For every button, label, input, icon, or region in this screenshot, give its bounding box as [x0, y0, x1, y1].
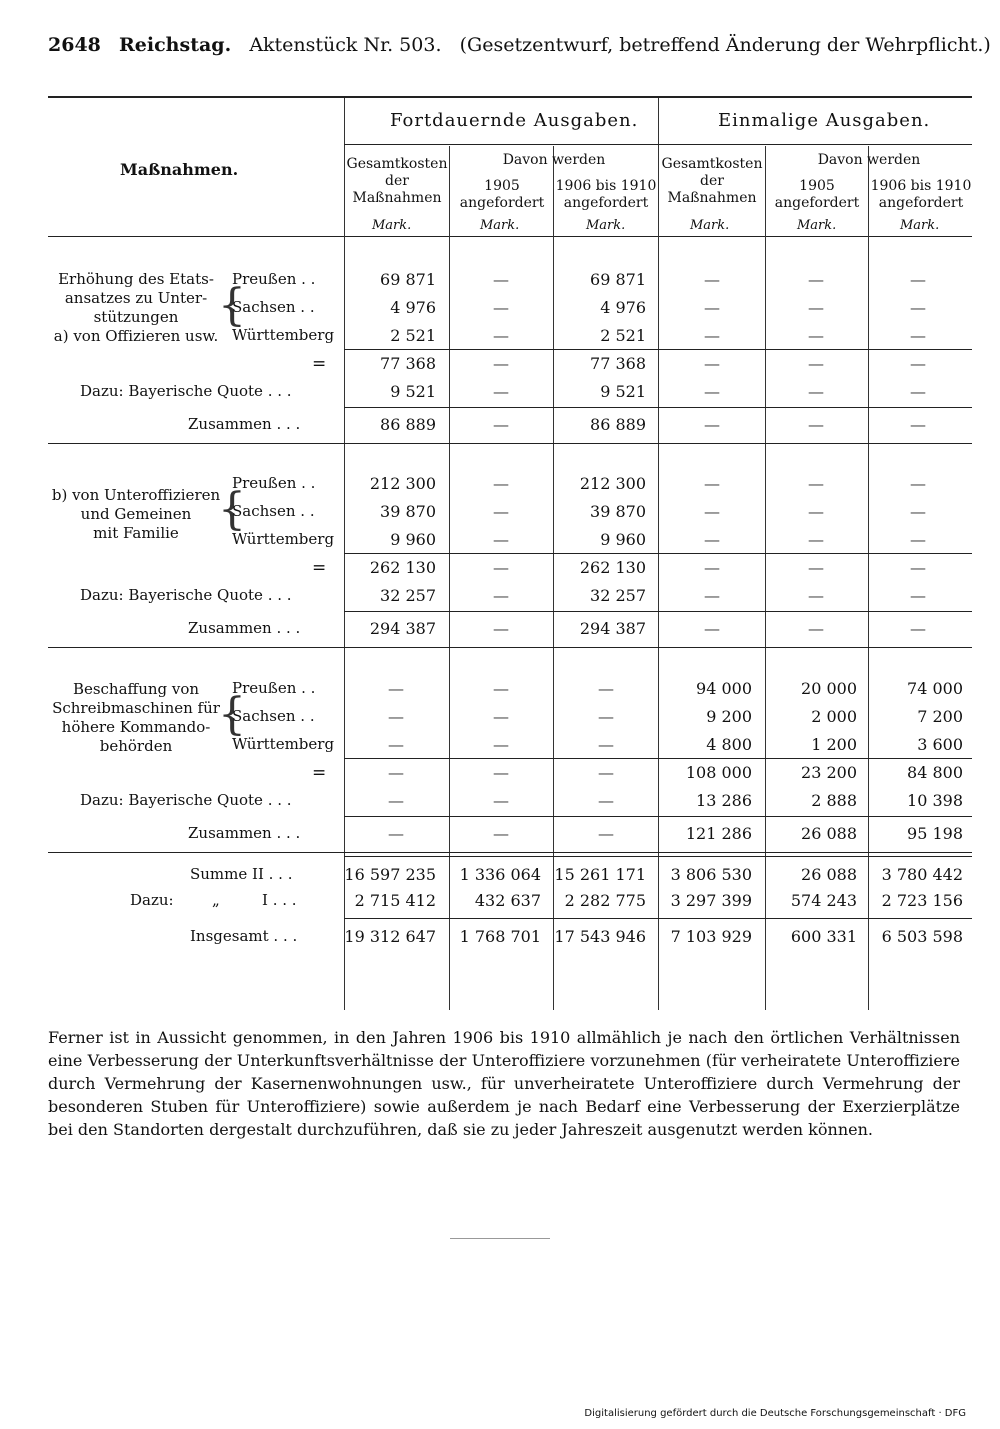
- sum-sign: =: [312, 558, 327, 578]
- dash-cell: —: [388, 679, 404, 698]
- dash-cell: —: [808, 502, 824, 521]
- value-cell: 212 300: [579, 474, 646, 493]
- dash-cell: —: [598, 735, 614, 754]
- dash-cell: —: [493, 326, 509, 345]
- value-cell: 20 000: [801, 679, 857, 698]
- value-cell: 17 543 946: [554, 927, 646, 946]
- dash-cell: —: [704, 474, 720, 493]
- dash-cell: —: [598, 824, 614, 843]
- separator-line: [450, 1238, 550, 1239]
- dash-cell: —: [910, 502, 926, 521]
- year-1905-header: 1905 angefordert: [459, 178, 545, 211]
- table-top-rule: [48, 96, 972, 98]
- value-cell: 39 870: [590, 502, 646, 521]
- dash-cell: —: [704, 270, 720, 289]
- value-cell: 95 198: [907, 824, 963, 843]
- header-bottom-rule: [48, 236, 972, 237]
- unit-label: Mark.: [900, 218, 940, 233]
- value-cell: 4 976: [390, 298, 436, 317]
- value-cell: 1 768 701: [459, 927, 541, 946]
- dash-cell: —: [493, 679, 509, 698]
- davon-header: Davon werden: [502, 152, 606, 168]
- dash-cell: —: [493, 474, 509, 493]
- value-cell: 1 336 064: [459, 865, 541, 884]
- dash-cell: —: [493, 558, 509, 577]
- value-cell: 262 130: [369, 558, 436, 577]
- davon-header-onetime: Davon werden: [817, 152, 921, 168]
- value-cell: 23 200: [801, 763, 857, 782]
- section-rule: [48, 852, 972, 853]
- value-cell: 9 521: [600, 382, 646, 401]
- dash-cell: —: [808, 530, 824, 549]
- massnahmen-header: Maßnahmen.: [120, 160, 239, 179]
- dazu-label: Dazu:: [130, 891, 174, 909]
- value-cell: 26 088: [801, 824, 857, 843]
- value-cell: 2 521: [390, 326, 436, 345]
- state-label: Württemberg: [232, 326, 335, 344]
- value-cell: 77 368: [380, 354, 436, 373]
- value-cell: 3 806 530: [670, 865, 752, 884]
- section-label: mit Familie: [93, 524, 179, 542]
- section-rule: [48, 443, 972, 444]
- value-cell: 1 200: [811, 735, 857, 754]
- dash-cell: —: [388, 824, 404, 843]
- bavarian-quota-label: Dazu: Bayerische Quote . . .: [80, 586, 292, 604]
- value-cell: 32 257: [380, 586, 436, 605]
- dash-cell: —: [910, 558, 926, 577]
- sum-rule: [344, 758, 972, 759]
- value-cell: 108 000: [685, 763, 752, 782]
- zusammen-label: Zusammen . . .: [188, 824, 301, 842]
- dash-cell: —: [704, 298, 720, 317]
- totals-rule: [344, 856, 972, 857]
- dash-cell: —: [493, 530, 509, 549]
- dash-cell: —: [598, 707, 614, 726]
- dash-cell: —: [388, 791, 404, 810]
- value-cell: 39 870: [380, 502, 436, 521]
- value-cell: 3 297 399: [670, 891, 752, 910]
- dash-cell: —: [493, 298, 509, 317]
- section-rule: [48, 647, 972, 648]
- section-label: stützungen: [93, 308, 179, 326]
- unit-label: Mark.: [586, 218, 626, 233]
- value-cell: 69 871: [380, 270, 436, 289]
- dash-cell: —: [704, 415, 720, 434]
- dash-cell: —: [808, 474, 824, 493]
- dash-cell: —: [388, 735, 404, 754]
- value-cell: 9 960: [600, 530, 646, 549]
- gesamtkosten-header: Gesamtkosten der Maßnahmen: [346, 156, 448, 206]
- sum-rule: [344, 349, 972, 350]
- brace: {: [218, 689, 246, 740]
- dash-cell: —: [493, 586, 509, 605]
- value-cell: 574 243: [790, 891, 857, 910]
- value-cell: 86 889: [590, 415, 646, 434]
- zusammen-label: Zusammen . . .: [188, 619, 301, 637]
- dash-cell: —: [910, 619, 926, 638]
- dash-cell: —: [910, 474, 926, 493]
- insgesamt-label: Insgesamt . . .: [190, 927, 298, 945]
- sum-sign: =: [312, 354, 327, 374]
- value-cell: 9 200: [706, 707, 752, 726]
- value-cell: 2 723 156: [881, 891, 963, 910]
- value-cell: 13 286: [696, 791, 752, 810]
- dash-cell: —: [493, 763, 509, 782]
- dash-cell: —: [704, 619, 720, 638]
- dash-cell: —: [493, 502, 509, 521]
- document-subject: (Gesetzentwurf, betreffend Änderung der Wehrpflicht.): [459, 34, 991, 56]
- value-cell: 3 780 442: [881, 865, 963, 884]
- value-cell: 4 976: [600, 298, 646, 317]
- value-cell: 9 521: [390, 382, 436, 401]
- state-label: Sachsen . .: [232, 298, 315, 316]
- dash-cell: —: [598, 679, 614, 698]
- value-cell: 94 000: [696, 679, 752, 698]
- value-cell: 600 331: [790, 927, 857, 946]
- value-cell: 4 800: [706, 735, 752, 754]
- dash-cell: —: [910, 326, 926, 345]
- zusammen-label: Zusammen . . .: [188, 415, 301, 433]
- dash-cell: —: [704, 530, 720, 549]
- value-cell: 2 000: [811, 707, 857, 726]
- dash-cell: —: [598, 791, 614, 810]
- dash-cell: —: [493, 354, 509, 373]
- onetime-expenses-header: Einmalige Ausgaben.: [718, 110, 931, 131]
- value-cell: 294 387: [579, 619, 646, 638]
- document-number: Aktenstück Nr. 503.: [249, 34, 442, 56]
- dash-cell: —: [808, 382, 824, 401]
- dash-cell: —: [493, 824, 509, 843]
- gesamtkosten-header-onetime: Gesamtkosten der Maßnahmen: [661, 156, 763, 206]
- sum-sign: =: [312, 763, 327, 783]
- dash-cell: —: [808, 326, 824, 345]
- value-cell: 16 597 235: [344, 865, 436, 884]
- dash-cell: —: [808, 270, 824, 289]
- dash-cell: —: [493, 707, 509, 726]
- dash-cell: —: [704, 354, 720, 373]
- state-label: Württemberg: [232, 530, 335, 548]
- dash-cell: —: [910, 354, 926, 373]
- value-cell: 2 715 412: [354, 891, 436, 910]
- dash-cell: —: [808, 619, 824, 638]
- dash-cell: —: [493, 270, 509, 289]
- value-cell: 10 398: [907, 791, 963, 810]
- value-cell: 26 088: [801, 865, 857, 884]
- value-cell: 212 300: [369, 474, 436, 493]
- dazu-roman: I . . .: [262, 891, 297, 909]
- body-paragraph: Ferner ist in Aussicht genommen, in den Jahren 1906 bis 1910 allmählich je nach den örtlichen Verhältnissen eine Verbesserung der Unterkunftsverhältnisse der Unteroffiziere vorzunehmen (für verheiratete Unteroffiziere durch Vermehrung der Kasernenwohnungen usw., für unverheiratete Unteroffiziere durch Vermehrung der besonderen Stuben für Unteroffiziere) sowie außerdem je nach Bedarf eine Verbesserung der Exerzierplätze bei den Standorten dergestalt durchzuführen, daß sie zu jeder Jahreszeit ausgenutzt werden können.: [48, 1028, 960, 1139]
- dash-cell: —: [493, 735, 509, 754]
- section-label: und Gemeinen: [80, 505, 192, 523]
- dash-cell: —: [808, 415, 824, 434]
- dash-cell: —: [910, 415, 926, 434]
- subtotal-rule: [344, 611, 972, 612]
- dash-cell: —: [704, 326, 720, 345]
- dash-cell: —: [493, 415, 509, 434]
- dash-cell: —: [910, 382, 926, 401]
- recurring-expenses-header: Fortdauernde Ausgaben.: [390, 110, 639, 131]
- value-cell: 2 521: [600, 326, 646, 345]
- dash-cell: —: [704, 558, 720, 577]
- value-cell: 32 257: [590, 586, 646, 605]
- section-label: behörden: [99, 737, 173, 755]
- value-cell: 15 261 171: [554, 865, 646, 884]
- dash-cell: —: [808, 586, 824, 605]
- dash-cell: —: [910, 530, 926, 549]
- dash-cell: —: [704, 502, 720, 521]
- unit-label: Mark.: [372, 218, 412, 233]
- sum-rule: [344, 553, 972, 554]
- dash-cell: —: [704, 586, 720, 605]
- page-header: [48, 34, 991, 56]
- section-label: Beschaffung von: [72, 680, 200, 698]
- dazu-ditto: „: [212, 891, 220, 909]
- page-number: 2648: [48, 34, 101, 56]
- state-label: Sachsen . .: [232, 707, 315, 725]
- section-label: ansatzes zu Unter-: [64, 289, 208, 307]
- state-label: Preußen . .: [232, 270, 316, 288]
- dash-cell: —: [910, 270, 926, 289]
- dash-cell: —: [910, 298, 926, 317]
- bavarian-quota-label: Dazu: Bayerische Quote . . .: [80, 382, 292, 400]
- subtotal-rule: [344, 816, 972, 817]
- value-cell: 84 800: [907, 763, 963, 782]
- summe-label: Summe II . . .: [190, 865, 293, 883]
- dash-cell: —: [493, 619, 509, 638]
- section-label: b) von Unteroffizieren: [51, 486, 221, 504]
- value-cell: 2 888: [811, 791, 857, 810]
- dash-cell: —: [808, 558, 824, 577]
- value-cell: 7 103 929: [670, 927, 752, 946]
- state-label: Sachsen . .: [232, 502, 315, 520]
- group-rule: [344, 144, 972, 145]
- value-cell: 2 282 775: [564, 891, 646, 910]
- subtotal-rule: [344, 407, 972, 408]
- state-label: Preußen . .: [232, 474, 316, 492]
- value-cell: 19 312 647: [344, 927, 436, 946]
- unit-label: Mark.: [690, 218, 730, 233]
- dash-cell: —: [493, 791, 509, 810]
- value-cell: 6 503 598: [881, 927, 963, 946]
- brace: {: [218, 280, 246, 331]
- value-cell: 3 600: [917, 735, 963, 754]
- dash-cell: —: [808, 298, 824, 317]
- value-cell: 432 637: [474, 891, 541, 910]
- value-cell: 294 387: [369, 619, 436, 638]
- dash-cell: —: [493, 382, 509, 401]
- years-1906-1910-header-onetime: 1906 bis 1910 angefordert: [870, 178, 972, 211]
- publication-name: Reichstag.: [119, 34, 232, 56]
- dash-cell: —: [388, 763, 404, 782]
- unit-label: Mark.: [797, 218, 837, 233]
- bavarian-quota-label: Dazu: Bayerische Quote . . .: [80, 791, 292, 809]
- state-label: Württemberg: [232, 735, 335, 753]
- section-label: höhere Kommando-: [61, 718, 211, 736]
- value-cell: 121 286: [685, 824, 752, 843]
- grand-total-rule: [344, 918, 972, 919]
- value-cell: 86 889: [380, 415, 436, 434]
- state-label: Preußen . .: [232, 679, 316, 697]
- unit-label: Mark.: [480, 218, 520, 233]
- value-cell: 7 200: [917, 707, 963, 726]
- year-1905-header-onetime: 1905 angefordert: [774, 178, 860, 211]
- dash-cell: —: [808, 354, 824, 373]
- footer-credit: Digitalisierung gefördert durch die Deutsche Forschungsgemeinschaft · DFG: [584, 1408, 966, 1419]
- section-label: Erhöhung des Etats-: [58, 270, 214, 288]
- dash-cell: —: [704, 382, 720, 401]
- value-cell: 9 960: [390, 530, 436, 549]
- dash-cell: —: [910, 586, 926, 605]
- dash-cell: —: [388, 707, 404, 726]
- value-cell: 69 871: [590, 270, 646, 289]
- section-label: a) von Offizieren usw.: [53, 327, 219, 345]
- value-cell: 74 000: [907, 679, 963, 698]
- dash-cell: —: [598, 763, 614, 782]
- value-cell: 262 130: [579, 558, 646, 577]
- value-cell: 77 368: [590, 354, 646, 373]
- years-1906-1910-header: 1906 bis 1910 angefordert: [555, 178, 657, 211]
- section-label: Schreibmaschinen für: [52, 699, 220, 717]
- brace: {: [218, 484, 246, 535]
